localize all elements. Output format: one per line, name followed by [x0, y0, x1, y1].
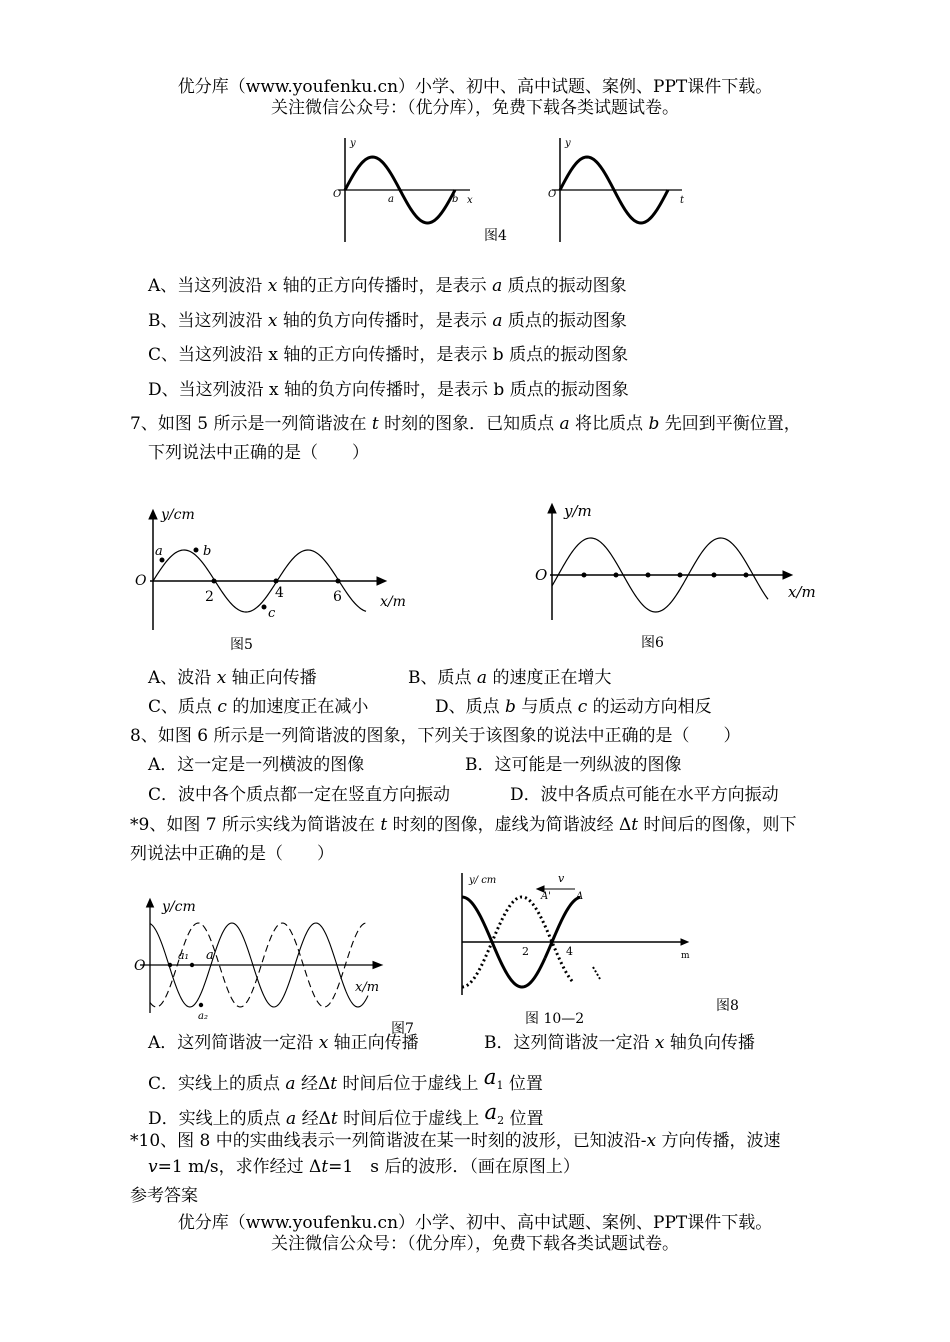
q6-option-c: C、当这列波沿 x 轴的正方向传播时，是表示 b 质点的振动图象	[148, 345, 629, 365]
q9-stem: *9、如图 7 所示实线为简谐波在 t 时刻的图像，虚线为简谐波经 Δt 时间后的图像，则下	[130, 815, 797, 835]
fig4-x-label: x	[467, 195, 473, 206]
q10-stem: *10、图 8 中的实曲线表示一列简谐波在某一时刻的波形，已知波沿-x 方向传播，波速	[130, 1131, 781, 1151]
header-line-1: 优分库（www.youfenku.cn）小学、初中、高中试题、案例、PPT课件下载。	[177, 77, 773, 97]
fig6-x-label: x/m	[788, 583, 816, 601]
figure-4	[330, 130, 700, 250]
q6-option-b: B、当这列波沿 x 轴的负方向传播时，是表示 a 质点的振动图象	[148, 311, 627, 331]
q6-option-d: D、当这列波沿 x 轴的负方向传播时，是表示 b 质点的振动图象	[148, 380, 629, 400]
q7-stem-line2: 下列说法中正确的是（ ）	[148, 443, 369, 463]
fig5-tick-2: 2	[205, 589, 214, 605]
q8-option-b: B．这可能是一列纵波的图像	[465, 755, 682, 775]
fig7-a1-label: a₁	[178, 949, 189, 962]
answer-title: 参考答案	[130, 1186, 198, 1206]
fig8-x-unit: m	[681, 951, 690, 961]
fig8-tick-4: 4	[566, 945, 573, 958]
fig5-b-label: b	[203, 544, 212, 559]
fig4-origin: O	[333, 189, 342, 200]
q9-option-d: D．实线上的质点 a 经Δt 时间后位于虚线上 a2 位置	[148, 1100, 544, 1129]
q10-stem-line2: v=1 m/s，求作经过 Δt=1 s 后的波形．（画在原图上）	[148, 1157, 580, 1177]
fig4-origin-2: O	[548, 189, 557, 200]
fig7-y-label: y/cm	[162, 899, 196, 915]
fig8-v-label: v	[558, 872, 565, 885]
fig8-y-label: y/ cm	[469, 875, 497, 886]
fig7-a-label: a	[206, 948, 214, 963]
q7-option-c: C、质点 c 的加速度正在减小	[148, 697, 369, 717]
fig8-tick-2: 2	[522, 945, 529, 958]
q9-stem-line2: 列说法中正确的是（ ）	[130, 844, 334, 864]
fig8-a-prime-label: A'	[541, 891, 551, 902]
q8-option-d: D．波中各质点可能在水平方向振动	[510, 785, 779, 805]
fig4-b-label: b	[452, 194, 459, 205]
q7-option-d: D、质点 b 与质点 c 的运动方向相反	[435, 697, 712, 717]
fig7-a2-label: a₂	[198, 1011, 208, 1022]
fig5-tick-4: 4	[275, 585, 284, 601]
fig5-y-label: y/cm	[161, 507, 195, 523]
q7-option-b: B、质点 a 的速度正在增大	[408, 668, 612, 688]
footer-line-2: 关注微信公众号：（优分库），免费下载各类试题试卷。	[271, 1234, 679, 1254]
fig6-origin: O	[535, 566, 548, 584]
fig5-c-label: c	[268, 606, 276, 621]
fig8-caption: 图8	[716, 998, 739, 1014]
fig5-a-label: a	[155, 544, 163, 559]
fig4-a-label: a	[388, 194, 394, 205]
q9-option-b: B．这列简谐波一定沿 x 轴负向传播	[484, 1033, 755, 1053]
figure-8	[455, 865, 695, 1005]
q8-option-c: C．波中各个质点都一定在竖直方向振动	[148, 785, 451, 805]
q8-stem: 8、如图 6 所示是一列简谐波的图象，下列关于该图象的说法中正确的是（ ）	[130, 726, 741, 746]
figure-6	[530, 498, 830, 628]
fig5-x-label: x/m	[380, 594, 406, 610]
q6-option-a: A、当这列波沿 x 轴的正方向传播时，是表示 a 质点的振动图象	[148, 276, 627, 296]
q7-stem: 7、如图 5 所示是一列简谐波在 t 时刻的图象．已知质点 a 将比质点 b 先回到平衡位置，	[130, 414, 801, 434]
figure-5	[130, 505, 430, 635]
fig4-caption: 图4	[484, 228, 507, 244]
figure-7	[130, 893, 400, 1023]
fig5-origin: O	[135, 573, 147, 589]
footer-line-1: 优分库（www.youfenku.cn）小学、初中、高中试题、案例、PPT课件下载。	[177, 1213, 773, 1233]
fig4-t-label: t	[680, 195, 685, 206]
fig4-y-label: y	[350, 138, 356, 149]
fig8-a-label: A	[576, 891, 584, 902]
fig6-caption: 图6	[641, 635, 664, 651]
q8-option-a: A．这一定是一列横波的图像	[148, 755, 365, 775]
fig7-x-label: x/m	[355, 980, 380, 995]
fig7-origin: O	[134, 958, 146, 974]
fig4-y-label-2: y	[565, 138, 571, 149]
q9-option-c: C．实线上的质点 a 经Δt 时间后位于虚线上 a1 位置	[148, 1065, 543, 1094]
fig5-caption: 图5	[230, 637, 253, 653]
fig6-y-label: y/m	[564, 502, 592, 520]
header-line-2: 关注微信公众号：（优分库），免费下载各类试题试卷。	[271, 98, 679, 118]
q7-option-a: A、波沿 x 轴正向传播	[148, 668, 317, 688]
fig5-tick-6: 6	[333, 589, 342, 605]
q9-option-a: A．这列简谐波一定沿 x 轴正向传播	[148, 1033, 419, 1053]
fig7-caption: 图7	[391, 1021, 414, 1037]
fig8-subcaption: 图 10—2	[525, 1011, 585, 1027]
